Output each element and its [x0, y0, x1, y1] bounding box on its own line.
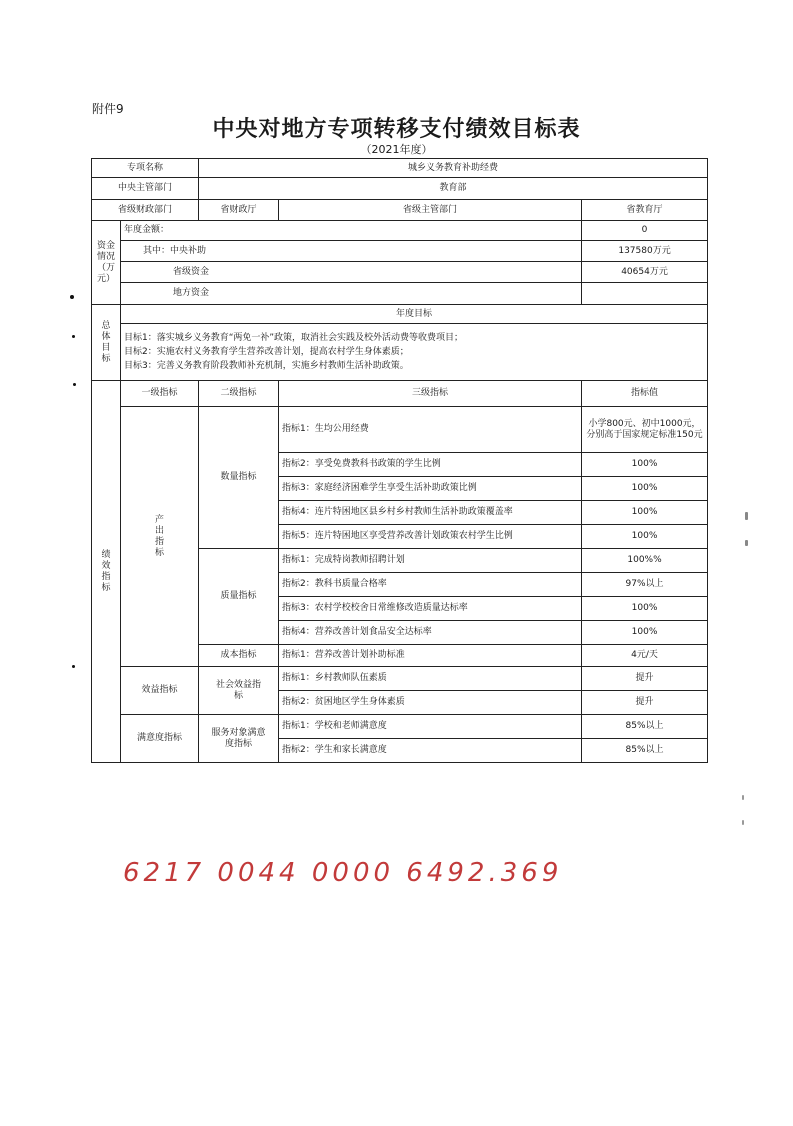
indicator-value: 97%以上 — [582, 573, 708, 597]
overall-goal-label: 总 体 目 标 — [92, 305, 121, 381]
central-subsidy-label: 其中：中央补助 — [121, 241, 582, 262]
indicator-value: 100% — [582, 597, 708, 621]
indicator-name: 指标2：学生和家长满意度 — [279, 739, 582, 763]
service-satisfaction-label: 服务对象满意度指标 — [199, 715, 279, 763]
scan-speck — [72, 665, 75, 668]
indicator-value: 小学800元、初中1000元，分别高于国家规定标准150元 — [582, 407, 708, 453]
indicator-value: 100% — [582, 621, 708, 645]
indicator-name: 指标1：乡村教师队伍素质 — [279, 667, 582, 691]
prov-finance-value: 省财政厅 — [199, 200, 279, 221]
indicator-value: 100% — [582, 477, 708, 501]
scan-speck — [742, 795, 744, 800]
indicator-name: 指标3：家庭经济困难学生享受生活补助政策比例 — [279, 477, 582, 501]
indicator-name: 指标1：生均公用经费 — [279, 407, 582, 453]
local-funds-label: 地方资金 — [121, 283, 582, 305]
quantity-indicator-label: 数量指标 — [199, 407, 279, 549]
indicator-value: 100%% — [582, 549, 708, 573]
prov-finance-label: 省级财政部门 — [92, 200, 199, 221]
scan-speck — [70, 295, 74, 299]
indicator-name: 指标4：营养改善计划食品安全达标率 — [279, 621, 582, 645]
goal-item: 目标1：落实城乡义务教育“两免一补”政策，取消社会实践及校外活动费等收费项目； — [124, 333, 464, 343]
central-subsidy-value: 137580万元 — [582, 241, 708, 262]
project-name-label: 专项名称 — [92, 159, 199, 178]
indicator-name: 指标2：享受免费教科书政策的学生比例 — [279, 453, 582, 477]
provincial-funds-value: 40654万元 — [582, 262, 708, 283]
annual-goal-header: 年度目标 — [121, 305, 708, 324]
indicator-value: 85%以上 — [582, 739, 708, 763]
funds-section-label: 资金 情况 （万 元） — [92, 221, 121, 305]
scan-speck — [745, 512, 748, 520]
scan-speck — [745, 540, 748, 546]
indicator-value: 提升 — [582, 667, 708, 691]
performance-table-container — [91, 158, 707, 764]
annual-amount-value: 0 — [582, 221, 708, 241]
handwritten-account-number: 6217 0044 0000 6492.369 — [123, 858, 563, 888]
goal-item: 目标3：完善义务教育阶段教师补充机制，实施乡村教师生活补助政策。 — [124, 361, 409, 371]
prov-dept-label: 省级主管部门 — [279, 200, 582, 221]
indicator-value: 100% — [582, 453, 708, 477]
indicator-value: 提升 — [582, 691, 708, 715]
social-benefit-label: 社会效益指标 — [199, 667, 279, 715]
indicator-value: 85%以上 — [582, 715, 708, 739]
year-label: （2021年度） — [360, 143, 433, 156]
quality-indicator-label: 质量指标 — [199, 549, 279, 645]
prov-dept-value: 省教育厅 — [582, 200, 708, 221]
attachment-label: 附件9 — [92, 102, 124, 116]
scan-speck — [73, 383, 76, 386]
indicator-name: 指标1：营养改善计划补助标准 — [279, 645, 582, 667]
provincial-funds-label: 省级资金 — [121, 262, 582, 283]
indicator-name: 指标5：连片特困地区享受营养改善计划政策农村学生比例 — [279, 525, 582, 549]
indicator-name: 指标2：教科书质量合格率 — [279, 573, 582, 597]
satisfaction-indicator-label: 满意度指标 — [121, 715, 199, 763]
level1-header: 一级指标 — [121, 381, 199, 407]
indicator-name: 指标1：完成特岗教师招聘计划 — [279, 549, 582, 573]
indicator-value: 100% — [582, 501, 708, 525]
indicator-name: 指标3：农村学校校舍日常维修改造质量达标率 — [279, 597, 582, 621]
annual-goal-list — [121, 324, 708, 381]
value-header: 指标值 — [582, 381, 708, 407]
benefit-indicator-label: 效益指标 — [121, 667, 199, 715]
output-indicator-label: 产 出 指 标 — [121, 407, 199, 667]
cost-indicator-label: 成本指标 — [199, 645, 279, 667]
level2-header: 二级指标 — [199, 381, 279, 407]
indicator-name: 指标1：学校和老师满意度 — [279, 715, 582, 739]
central-dept-value: 教育部 — [199, 178, 708, 200]
page-title: 中央对地方专项转移支付绩效目标表 — [212, 117, 581, 142]
indicator-name: 指标2：贫困地区学生身体素质 — [279, 691, 582, 715]
level3-header: 三级指标 — [279, 381, 582, 407]
performance-table — [91, 158, 708, 763]
annual-amount-label: 年度金额： — [121, 221, 582, 241]
goal-item: 目标2：实施农村义务教育学生营养改善计划，提高农村学生身体素质； — [124, 347, 409, 357]
indicator-value: 4元/天 — [582, 645, 708, 667]
scan-speck — [72, 335, 75, 338]
central-dept-label: 中央主管部门 — [92, 178, 199, 200]
indicator-value: 100% — [582, 525, 708, 549]
scan-speck — [742, 820, 744, 825]
local-funds-value — [582, 283, 708, 305]
performance-section-label: 绩 效 指 标 — [92, 381, 121, 763]
indicator-name: 指标4：连片特困地区县乡村乡村教师生活补助政策覆盖率 — [279, 501, 582, 525]
project-name-value: 城乡义务教育补助经费 — [199, 159, 708, 178]
